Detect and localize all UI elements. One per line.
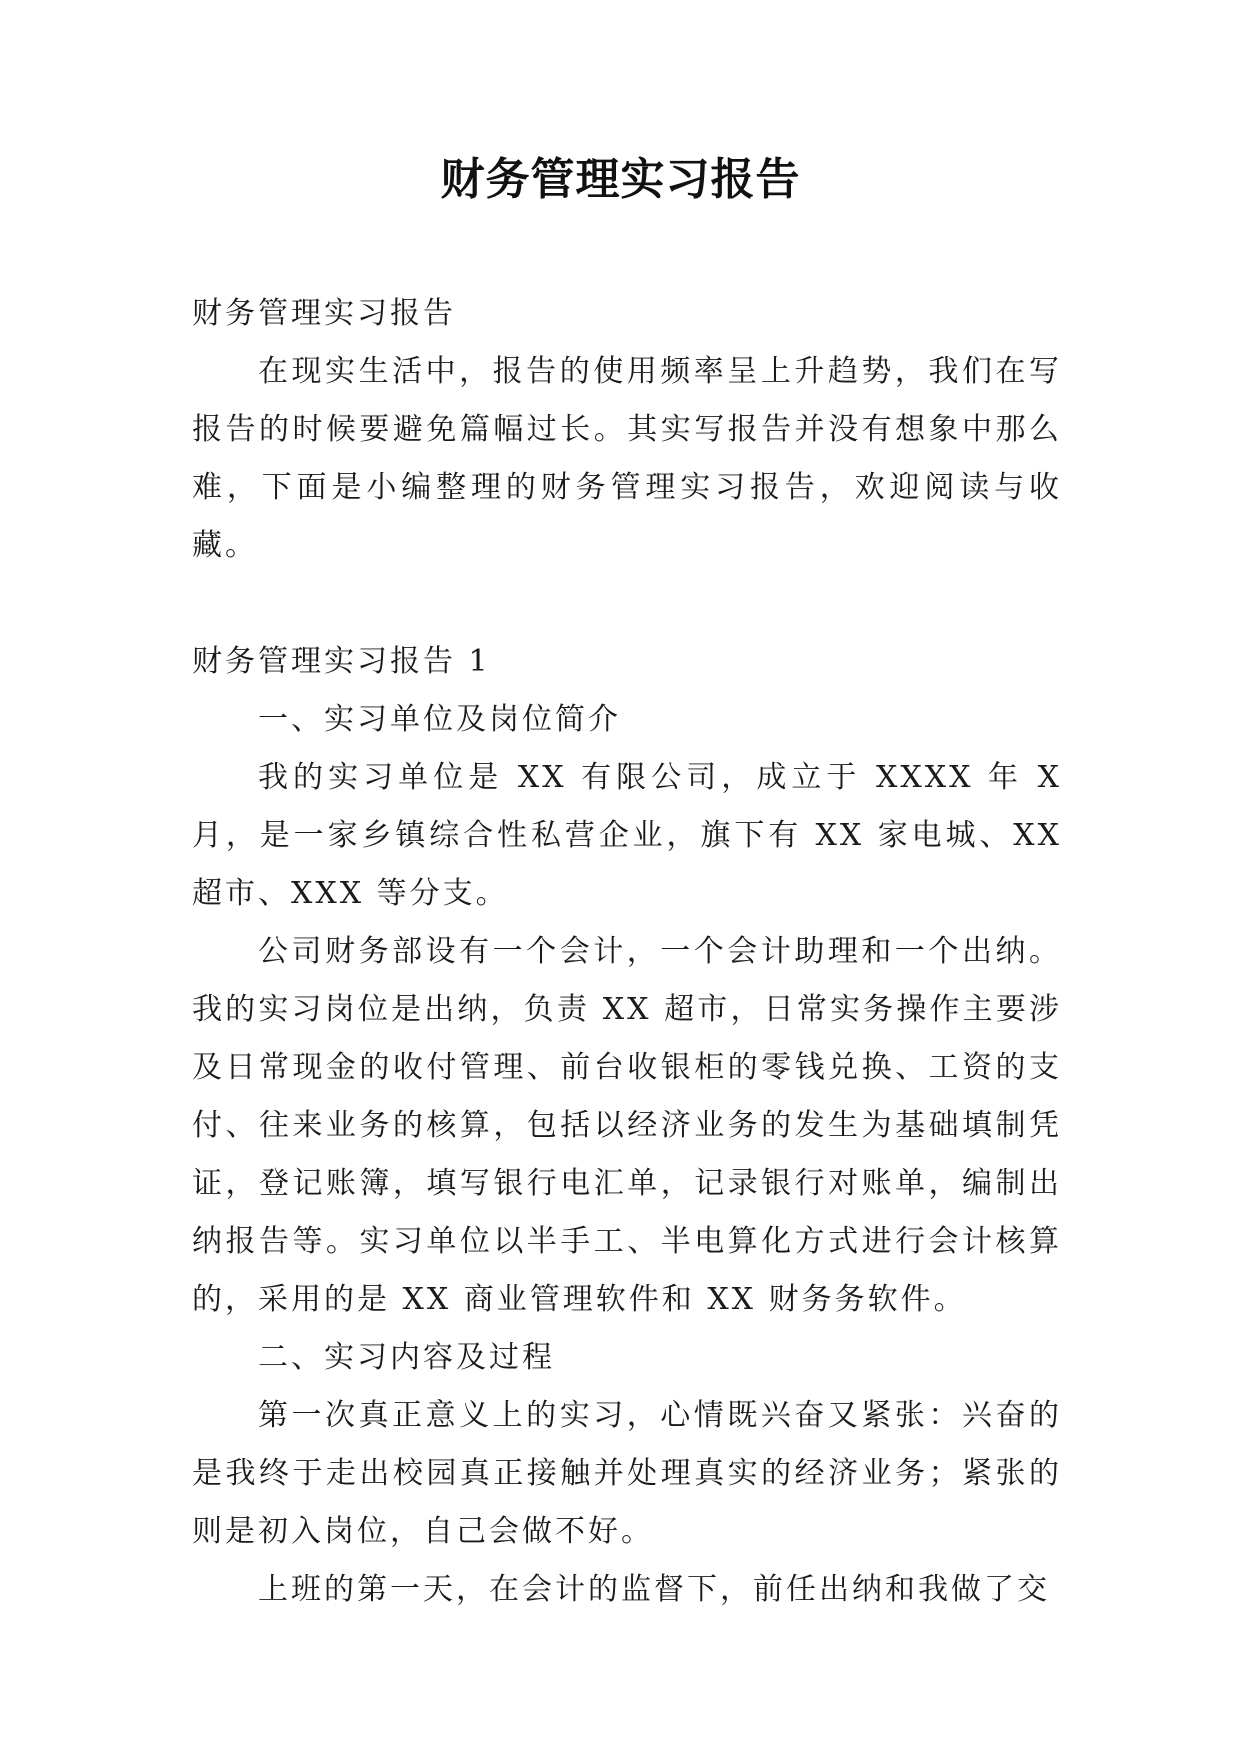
section-heading-1: 一、实习单位及岗位简介 bbox=[258, 702, 621, 737]
first-day-paragraph: 上班的第一天，在会计的监督下，前任出纳和我做了交 bbox=[258, 1572, 1050, 1607]
first-internship-paragraph: 第一次真正意义上的实习，心情既兴奋又紧张：兴奋的是我终于走出校园真正接触并处理真实的经济业务；紧张的则是初入岗位，自己会做不好。 bbox=[192, 1398, 1062, 1549]
document-title: 财务管理实习报告 bbox=[440, 154, 801, 205]
company-paragraph: 我的实习单位是 XX 有限公司，成立于 XXXX 年 X 月，是一家乡镇综合性私营企业，旗下有 XX 家电城、XX 超市、XXX 等分支。 bbox=[192, 760, 1062, 911]
intro-paragraph: 在现实生活中，报告的使用频率呈上升趋势，我们在写报告的时候要避免篇幅过长。其实写报告并没有想象中那么难，下面是小编整理的财务管理实习报告，欢迎阅读与收藏。 bbox=[192, 354, 1062, 563]
finance-dept-paragraph: 公司财务部设有一个会计，一个会计助理和一个出纳。我的实习岗位是出纳，负责 XX 超市，日常实务操作主要涉及日常现金的收付管理、前台收银柜的零钱兑换、工资的支付、往来业务的核算，包括以经济业务的发生为基础填制凭证，登记账簿，填写银行电汇单，记录银行对账单，编制出纳报告等。实习单位以半手工、半电算化方式进行会计核算的，采用的是 XX 商业管理软件和 XX 财务务软件。 bbox=[192, 934, 1062, 1317]
section-heading-2: 二、实习内容及过程 bbox=[258, 1340, 555, 1375]
document-body bbox=[192, 285, 1062, 1619]
report-section-title: 财务管理实习报告 1 bbox=[192, 644, 491, 679]
paragraph-spacer bbox=[192, 575, 1062, 633]
report-subtitle: 财务管理实习报告 bbox=[192, 296, 456, 331]
